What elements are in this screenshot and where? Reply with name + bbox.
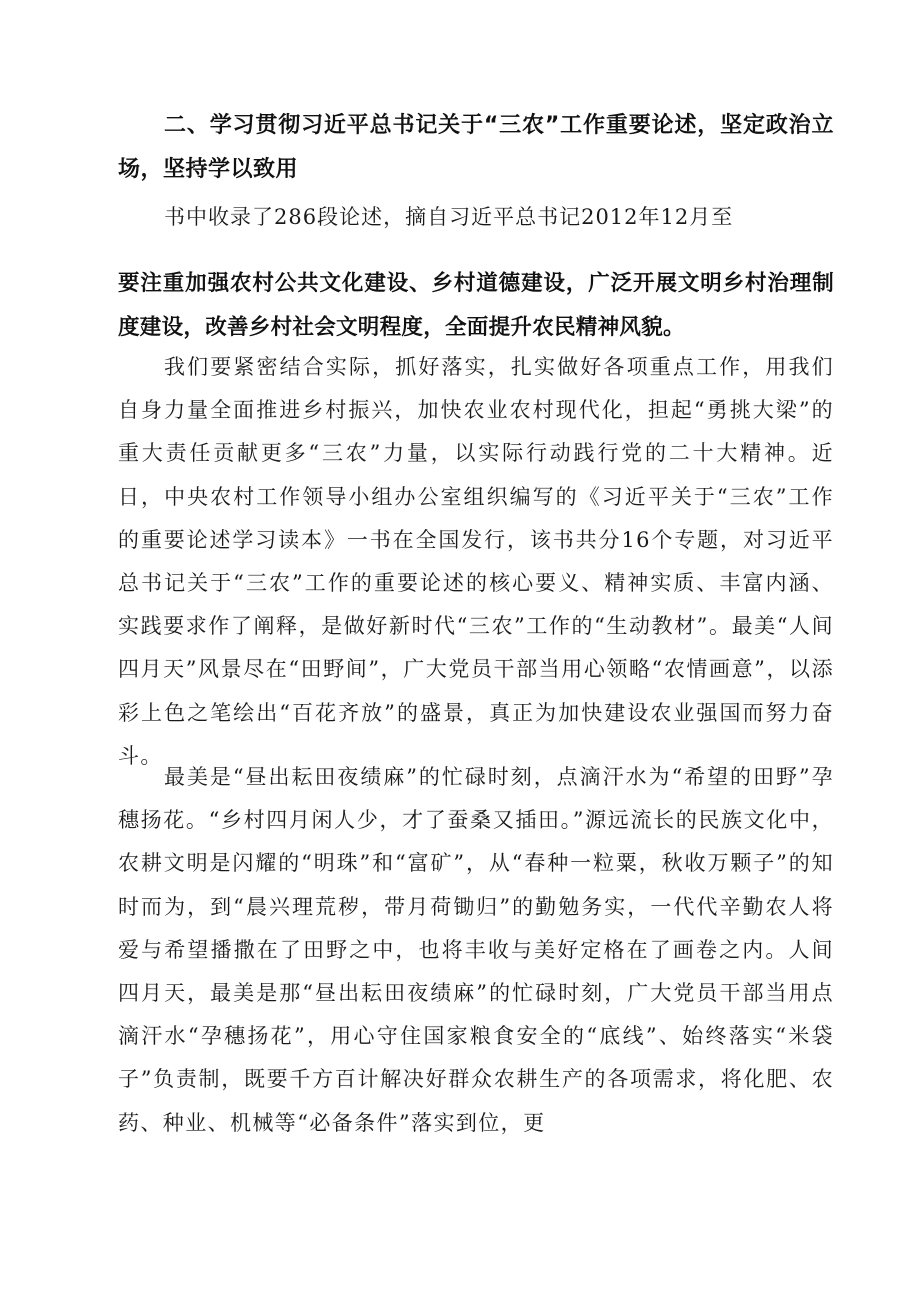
intro-line: 书中收录了286段论述，摘自习近平总书记2012年12月至 (164, 205, 734, 229)
body-paragraph: 我们要紧密结合实际，抓好落实，扎实做好各项重点工作，用我们自身力量全面推进乡村振兴，加快农业农村现代化，担起“勇挑大梁”的重大责任贡献更多“三农”力量，以实际行动践行党的二十大精神。近日，中央农村工作领导小组办公室组织编写的《习近平关于“三农”工作的重要论述学习读本》一书在全国发行，该书共分16个专题，对习近平总书记关于“三农”工作的重要论述的核心要义、精神实质、丰富内涵、实践要求作了阐释，是做好新时代“三农”工作的“生动教材”。最美“人间四月天”风景尽在“田野间”，广大党员干部当用心领略“农情画意”，以添彩上色之笔绘出“百花齐放”的盛景，真正为加快建设农业强国而努力奋斗。 (118, 355, 834, 768)
body-paragraph: 最美是“昼出耘田夜绩麻”的忙碌时刻，点滴汗水为“希望的田野”孕穗扬花。“乡村四月闲人少，才了蚕桑又插田。”源远流长的民族文化中，农耕文明是闪耀的“明珠”和“富矿”，从“春种一粒粟，秋收万颗子”的知时而为，到“晨兴理荒秽，带月荷锄归”的勤勉务实，一代代辛勤农人将爱与希望播撒在了田野之中，也将丰收与美好定格在了画卷之内。人间四月天，最美是那“昼出耘田夜绩麻”的忙碌时刻，广大党员干部当用点滴汗水“孕穗扬花”，用心守住国家粮食安全的“底线”、始终落实“米袋子”负责制，既要千方百计解决好群众农耕生产的各项需求，将化肥、农药、种业、机械等“必备条件”落实到位，更 (118, 765, 834, 1135)
bold-paragraph: 要注重加强农村公共文化建设、乡村道德建设，广泛开展文明乡村治理制度建设，改善乡村社会文明程度，全面提升农民精神风貌。 (118, 271, 834, 340)
section-heading: 二、学习贯彻习近平总书记关于“三农”工作重要论述，坚定政治立场，坚持学以致用 (118, 113, 834, 182)
